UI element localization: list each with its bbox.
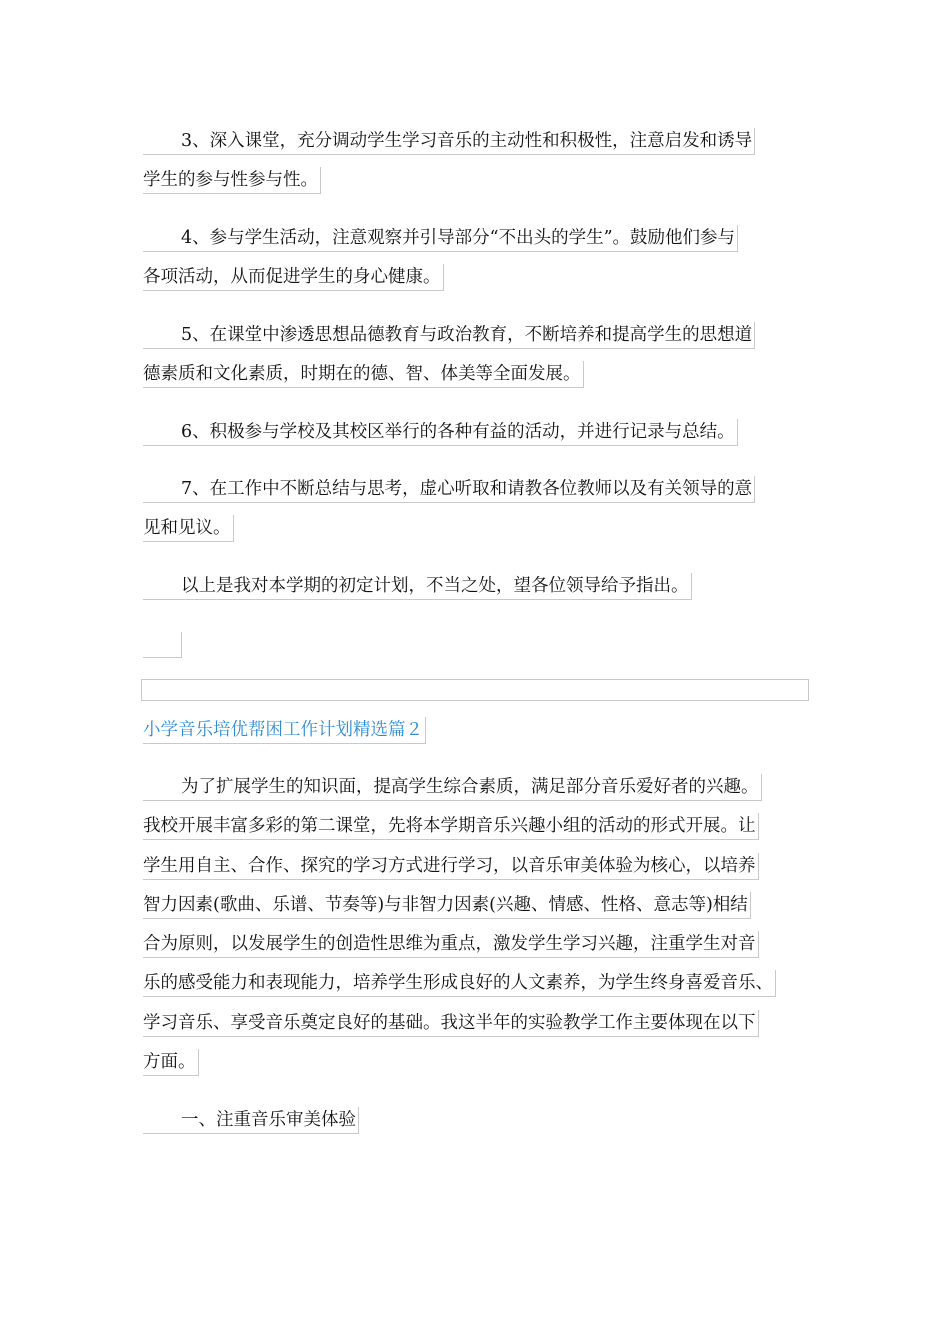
section-divider-box [141,679,809,701]
paragraph-line: 学生的参与性参与性。 [143,167,321,194]
paragraph-line: 各项活动，从而促进学生的身心健康。 [143,264,444,291]
paragraph-line: 为了扩展学生的知识面，提高学生综合素质，满足部分音乐爱好者的兴趣。 [143,774,762,801]
paragraph-line: 4、参与学生活动，注意观察并引导部分“不出头的学生”。鼓励他们参与 [143,225,738,252]
paragraph-line: 德素质和文化素质，时期在的德、智、体美等全面发展。 [143,361,584,388]
paragraph-line: 5、在课堂中渗透思想品德教育与政治教育，不断培养和提高学生的思想道 [143,322,755,349]
paragraph-line: 学习音乐、享受音乐奠定良好的基础。我这半年的实验教学工作主要体现在以下 [143,1010,759,1037]
subheading: 一、注重音乐审美体验 [143,1107,359,1134]
paragraph-line: 学生用自主、合作、探究的学习方式进行学习，以音乐审美体验为核心，以培养 [143,853,759,880]
paragraph-line: 方面。 [143,1049,199,1076]
paragraph-line: 我校开展丰富多彩的第二课堂，先将本学期音乐兴趣小组的活动的形式开展。让 [143,813,759,840]
paragraph-line: 6、积极参与学校及其校区举行的各种有益的活动，并进行记录与总结。 [143,419,738,446]
paragraph-line: 智力因素(歌曲、乐谱、节奏等)与非智力因素(兴趣、情感、性格、意志等)相结 [143,892,751,919]
closing-line: 以上是我对本学期的初定计划，不当之处，望各位领导给予指出。 [143,573,692,600]
section-heading: 小学音乐培优帮困工作计划精选篇２ [143,717,426,744]
paragraph-line: 3、深入课堂，充分调动学生学习音乐的主动性和积极性，注意启发和诱导 [143,128,755,155]
paragraph-line: 合为原则，以发展学生的创造性思维为重点，激发学生学习兴趣，注重学生对音 [143,931,759,958]
paragraph-line: 7、在工作中不断总结与思考，虚心听取和请教各位教师以及有关领导的意 [143,476,755,503]
paragraph-line: 乐的感受能力和表现能力，培养学生形成良好的人文素养，为学生终身喜爱音乐、 [143,970,776,997]
paragraph-line: 见和见议。 [143,515,234,542]
empty-text-box [143,632,182,658]
